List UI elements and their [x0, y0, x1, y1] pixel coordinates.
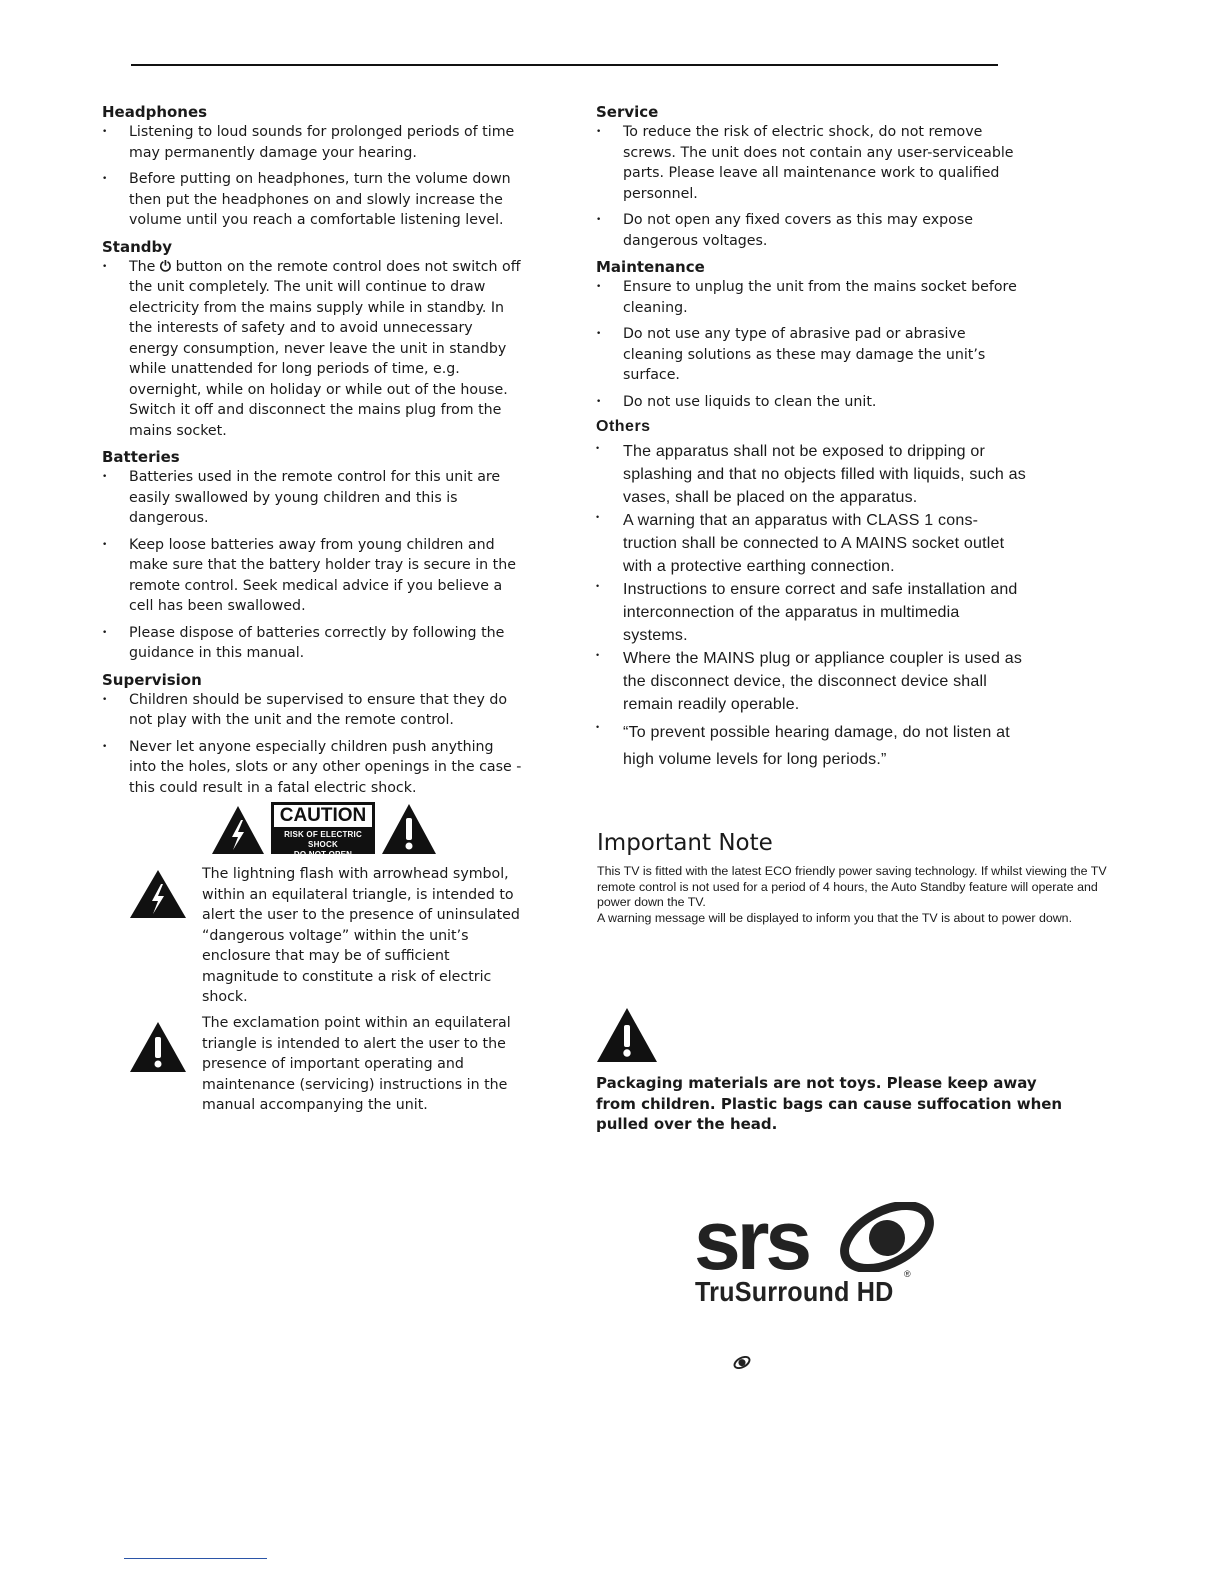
- list-item: • To reduce the risk of electric shock, do not remove screws. The unit does not contain any user-serviceable parts. Please leave all maintenance work to qualified personnel.: [596, 122, 1026, 204]
- important-note-paragraph: A warning message will be displayed to inform you that the TV is about to power down.: [597, 910, 1073, 925]
- exclamation-symbol-description: The exclamation point within an equilateral triangle is intended to alert the user to the presence of important operating and maintenance (servicing) instructions in the manual accompanying the unit.: [202, 1015, 511, 1113]
- section-headphones: [102, 102, 522, 231]
- list-item: • Where the MAINS plug or appliance coupler is used as the disconnect device, the disconnect device shall remain readily operable.: [596, 647, 1026, 716]
- exclamation-warning-icon: [128, 1020, 188, 1074]
- left-column: [102, 102, 522, 804]
- caution-label: [210, 802, 440, 858]
- list-item: • “To prevent possible hearing damage, do not listen at high volume levels for long periods.”: [596, 719, 1026, 773]
- section-supervision: [102, 670, 522, 799]
- list-item: • Ensure to unplug the unit from the mains socket before cleaning.: [596, 277, 1026, 318]
- srs-eye-icon-small: [733, 1356, 751, 1369]
- list-item: • Instructions to ensure correct and safe installation and interconnection of the apparatus in multimedia systems.: [596, 578, 1026, 647]
- list-item: [102, 257, 522, 442]
- bullet-list: [102, 257, 522, 442]
- lightning-warning-icon: [210, 804, 266, 856]
- list-item: • The apparatus shall not be exposed to dripping or splashing and that no objects filled with liquids, such as vases, shall be placed on the apparatus.: [596, 440, 1026, 509]
- section-title: Maintenance: [596, 258, 705, 276]
- section-title: Others: [596, 418, 651, 435]
- srs-logo-subtitle: TruSurround HD: [695, 1276, 894, 1307]
- section-maintenance: [596, 257, 1026, 412]
- list-item-prefix: The: [129, 258, 156, 275]
- list-item: • Do not open any fixed covers as this may expose dangerous voltages.: [596, 210, 1026, 251]
- registered-mark: ®: [904, 1269, 911, 1279]
- list-item: • Please dispose of batteries correctly by following the guidance in this manual.: [102, 623, 522, 664]
- srs-eye-icon: [836, 1202, 938, 1272]
- list-item: • Listening to loud sounds for prolonged periods of time may permanently damage your hearing.: [102, 122, 522, 163]
- section-batteries: [102, 447, 522, 664]
- bottom-link-underline: [124, 1558, 267, 1559]
- important-note-body: [597, 864, 1127, 926]
- important-note-title: Important Note: [597, 830, 773, 856]
- bullet-list: [102, 122, 522, 231]
- bullet-list: [102, 690, 522, 799]
- exclamation-warning-icon: [380, 802, 438, 856]
- section-title: Standby: [102, 237, 173, 256]
- list-item: • Batteries used in the remote control for this unit are easily swallowed by young children and this is dangerous.: [102, 467, 522, 529]
- caution-line-2: DO NOT OPEN: [293, 850, 353, 859]
- srs-logo-mark: srs: [694, 1193, 809, 1287]
- bullet-list: [596, 277, 1026, 412]
- packaging-warning-text: Packaging materials are not toys. Please keep away from children. Plastic bags can cause suffocation when pulled over the head.: [596, 1074, 1063, 1133]
- right-column: [596, 102, 1026, 775]
- list-item: • Keep loose batteries away from young children and make sure that the battery holder tray is secure in the remote control. Seek medical advice if you believe a cell has been swallowed.: [102, 535, 522, 617]
- section-standby: [102, 237, 522, 442]
- list-item: • Do not use any type of abrasive pad or abrasive cleaning solutions as these may damage the unit’s surface.: [596, 324, 1026, 386]
- important-note-paragraph: This TV is fitted with the latest ECO friendly power saving technology. If whilst viewing the TV remote control is not used for a period of 4 hours, the Auto Standby feature will operate and power down the TV.: [597, 864, 1107, 910]
- bullet-list: [596, 122, 1026, 251]
- bullet-list: [596, 440, 1026, 773]
- section-title: Headphones: [102, 103, 208, 121]
- list-item: • A warning that an apparatus with CLASS 1 cons- truction shall be connected to A MAINS socket outlet with a protective earthing connection.: [596, 509, 1026, 578]
- power-icon: ⏻: [159, 258, 172, 275]
- list-item: • Do not use liquids to clean the unit.: [596, 392, 1026, 413]
- list-item: • Children should be supervised to ensure that they do not play with the unit and the remote control.: [102, 690, 522, 731]
- section-title: Service: [596, 103, 659, 121]
- section-title: Supervision: [102, 670, 202, 689]
- exclamation-warning-icon: [595, 1006, 659, 1064]
- lightning-symbol-description: The lightning flash with arrowhead symbol, within an equilateral triangle, is intended to alert the user to the presence of uninsulated “dangerous voltage” within the unit’s enclosure that may be of sufficient magnitude to constitute a risk of electric shock.: [202, 866, 520, 1005]
- lightning-warning-icon: [128, 868, 188, 920]
- bullet-list: [102, 467, 522, 664]
- caution-box: [271, 802, 375, 859]
- list-item: • Before putting on headphones, turn the volume down then put the headphones on and slowly increase the volume until you reach a comfortable listening level.: [102, 169, 522, 231]
- list-item: • Never let anyone especially children push anything into the holes, slots or any other openings in the case - this could result in a fatal electric shock.: [102, 737, 522, 799]
- caution-title: CAUTION: [274, 805, 372, 827]
- top-rule: [131, 64, 998, 66]
- section-title: Batteries: [102, 448, 180, 466]
- list-item-text: button on the remote control does not switch off the unit completely. The unit will continue to draw electricity from the mains supply while in standby. In the interests of safety and to avoid unnecessary energy consumption, never leave the unit in standby while unattended for long periods of time, e.g. overnight, while on holiday or while out of the house. Switch it off and disconnect the mains plug from the mains socket.: [129, 258, 521, 439]
- section-service: [596, 102, 1026, 251]
- section-others: [596, 418, 1026, 773]
- caution-line-1: RISK OF ELECTRIC SHOCK: [284, 830, 362, 849]
